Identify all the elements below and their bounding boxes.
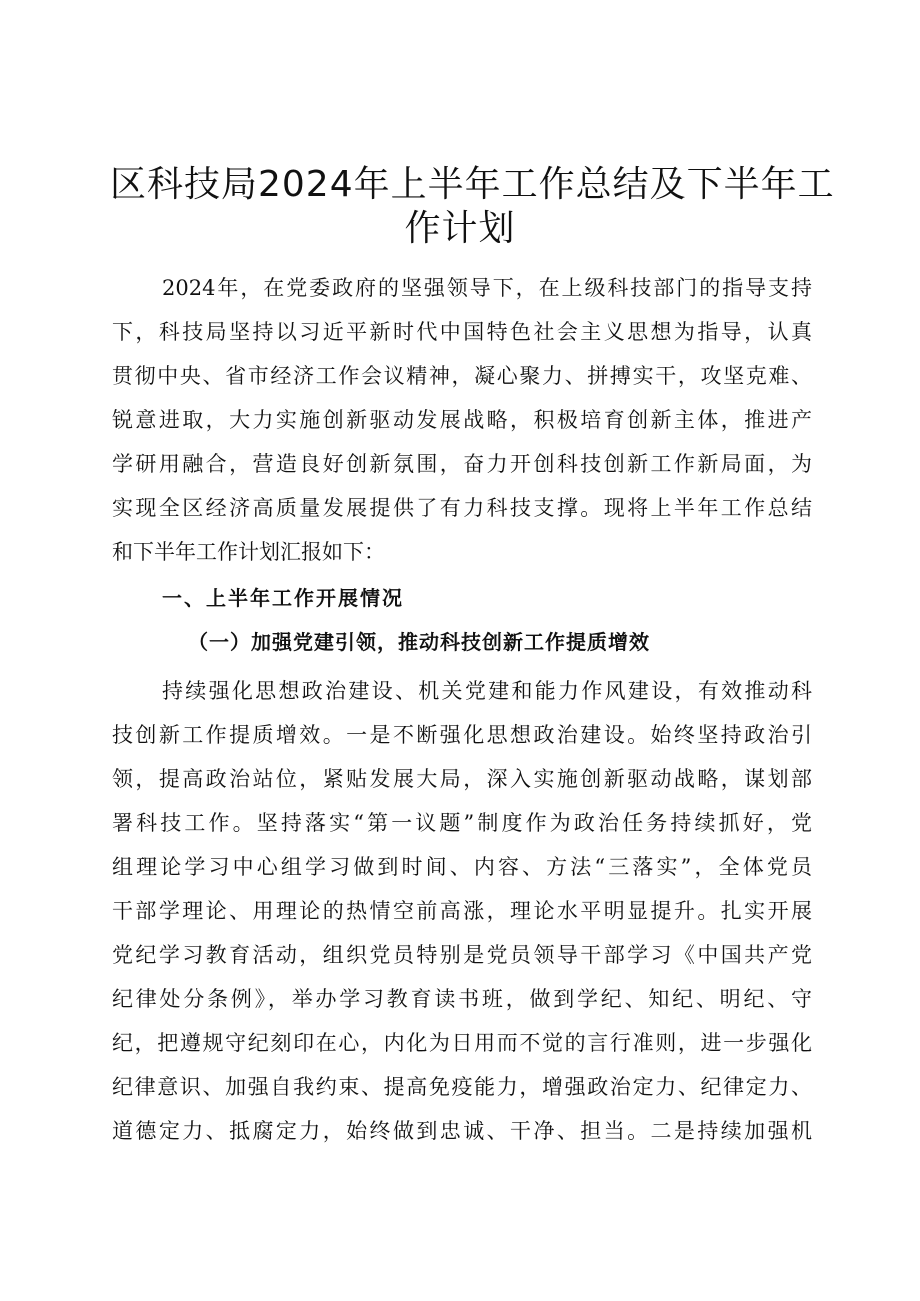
intro-paragraph-line: 实现全区经济高质量发展提供了有力科技支撑。现将上半年工作总结 xyxy=(112,496,812,520)
intro-paragraph-line: 贯彻中央、省市经济工作会议精神，凝心聚力、拼搏实干，攻坚克难、 xyxy=(112,364,812,388)
body-paragraph-line: 道德定力、抵腐定力，始终做到忠诚、干净、担当。二是持续加强机 xyxy=(112,1119,812,1143)
body-paragraph-line: 纪，把遵规守纪刻印在心，内化为日用而不觉的言行准则，进一步强化 xyxy=(112,1031,812,1055)
intro-paragraph-line: 下，科技局坚持以习近平新时代中国特色社会主义思想为指导，认真 xyxy=(112,320,812,344)
body-paragraph-line: 技创新工作提质增效。一是不断强化思想政治建设。始终坚持政治引 xyxy=(112,723,812,747)
intro-paragraph-line: 锐意进取，大力实施创新驱动发展战略，积极培育创新主体，推进产 xyxy=(112,408,812,432)
body-paragraph-line: 组理论学习中心组学习做到时间、内容、方法“三落实”，全体党员 xyxy=(112,855,812,879)
subsection-heading: （一）加强党建引领，推动科技创新工作提质增效 xyxy=(188,630,650,654)
document-title-line-1: 区科技局2024年上半年工作总结及下半年工 xyxy=(110,164,835,205)
intro-paragraph-line: 2024年，在党委政府的坚强领导下，在上级科技部门的指导支持 xyxy=(162,276,812,300)
body-paragraph-line: 署科技工作。坚持落实“第一议题”制度作为政治任务持续抓好，党 xyxy=(112,811,812,835)
intro-paragraph-line: 学研用融合，营造良好创新氛围，奋力开创科技创新工作新局面，为 xyxy=(112,452,812,476)
body-paragraph-line: 领，提高政治站位，紧贴发展大局，深入实施创新驱动战略，谋划部 xyxy=(112,767,812,791)
body-paragraph-line: 持续强化思想政治建设、机关党建和能力作风建设，有效推动科 xyxy=(162,679,812,703)
document-title-line-2: 作计划 xyxy=(404,208,516,249)
body-paragraph-line: 纪律处分条例》，举办学习教育读书班，做到学纪、知纪、明纪、守 xyxy=(112,987,812,1011)
body-paragraph-line: 纪律意识、加强自我约束、提高免疫能力，增强政治定力、纪律定力、 xyxy=(112,1075,812,1099)
body-paragraph-line: 干部学理论、用理论的热情空前高涨，理论水平明显提升。扎实开展 xyxy=(112,899,812,923)
body-paragraph-line: 党纪学习教育活动，组织党员特别是党员领导干部学习《中国共产党 xyxy=(112,943,812,967)
intro-paragraph-line: 和下半年工作计划汇报如下： xyxy=(112,540,385,564)
section-heading: 一、上半年工作开展情况 xyxy=(162,586,404,610)
